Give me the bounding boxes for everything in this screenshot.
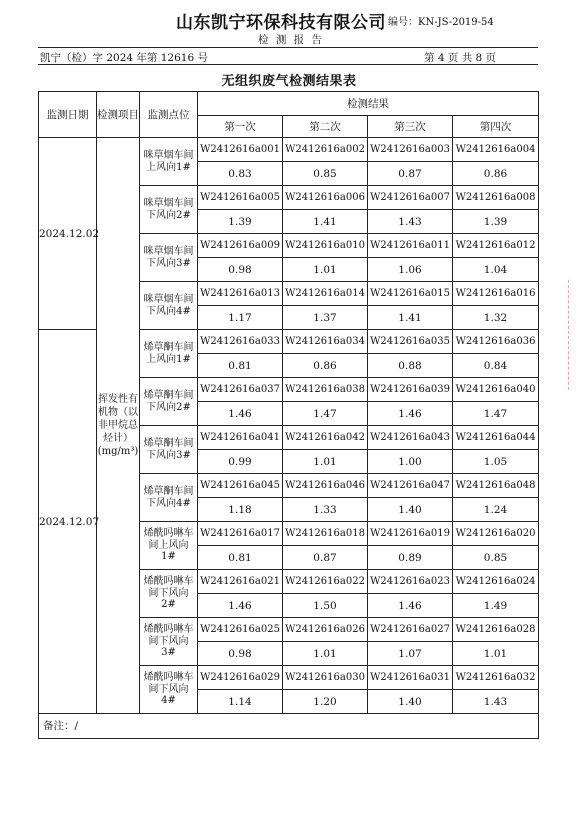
sample-code-cell: W2412616a043 bbox=[368, 426, 453, 450]
sample-code-cell: W2412616a014 bbox=[283, 282, 368, 306]
point-cell: 咪草烟车间上风向1# bbox=[140, 138, 198, 186]
header-date: 监测日期 bbox=[39, 92, 97, 138]
sample-code-cell: W2412616a033 bbox=[198, 330, 283, 354]
result-value-cell: 1.46 bbox=[198, 594, 283, 618]
result-value-cell: 0.85 bbox=[453, 546, 539, 570]
result-value-cell: 1.20 bbox=[283, 690, 368, 714]
page-info: 第 4 页 共 8 页 bbox=[424, 52, 497, 64]
sample-code-cell: W2412616a006 bbox=[283, 186, 368, 210]
result-value-cell: 1.47 bbox=[283, 402, 368, 426]
sample-code-cell: W2412616a021 bbox=[198, 570, 283, 594]
document-type: 检 测 报 告 bbox=[258, 34, 325, 46]
result-value-cell: 1.01 bbox=[453, 642, 539, 666]
result-value-cell: 0.99 bbox=[198, 450, 283, 474]
result-value-cell: 1.04 bbox=[453, 258, 539, 282]
point-cell: 烯酰吗啉车间下风向 3# bbox=[140, 618, 198, 666]
sample-code-cell: W2412616a001 bbox=[198, 138, 283, 162]
sample-code-cell: W2412616a044 bbox=[453, 426, 539, 450]
point-cell: 烯酰吗啉车间上风向 1# bbox=[140, 522, 198, 570]
sample-code-cell: W2412616a036 bbox=[453, 330, 539, 354]
sample-code-cell: W2412616a027 bbox=[368, 618, 453, 642]
result-value-cell: 0.81 bbox=[198, 354, 283, 378]
result-value-cell: 0.83 bbox=[198, 162, 283, 186]
sample-code-cell: W2412616a004 bbox=[453, 138, 539, 162]
date-cell: 2024.12.02 bbox=[39, 138, 97, 330]
result-value-cell: 1.00 bbox=[368, 450, 453, 474]
result-value-cell: 1.32 bbox=[453, 306, 539, 330]
result-value-cell: 0.81 bbox=[198, 546, 283, 570]
sample-code-cell: W2412616a039 bbox=[368, 378, 453, 402]
sample-code-cell: W2412616a012 bbox=[453, 234, 539, 258]
result-value-cell: 0.86 bbox=[453, 162, 539, 186]
result-value-cell: 1.46 bbox=[198, 402, 283, 426]
result-value-cell: 1.01 bbox=[283, 642, 368, 666]
result-value-cell: 1.18 bbox=[198, 498, 283, 522]
result-value-cell: 0.87 bbox=[368, 162, 453, 186]
result-value-cell: 1.33 bbox=[283, 498, 368, 522]
result-value-cell: 1.39 bbox=[198, 210, 283, 234]
header-divider bbox=[38, 47, 538, 48]
result-value-cell: 1.41 bbox=[283, 210, 368, 234]
result-value-cell: 1.39 bbox=[453, 210, 539, 234]
result-value-cell: 1.14 bbox=[198, 690, 283, 714]
sample-code-cell: W2412616a038 bbox=[283, 378, 368, 402]
sample-code-cell: W2412616a047 bbox=[368, 474, 453, 498]
sample-code-cell: W2412616a023 bbox=[368, 570, 453, 594]
result-value-cell: 1.40 bbox=[368, 690, 453, 714]
result-value-cell: 0.89 bbox=[368, 546, 453, 570]
result-value-cell: 0.98 bbox=[198, 258, 283, 282]
point-cell: 咪草烟车间下风向3# bbox=[140, 234, 198, 282]
sample-code-cell: W2412616a028 bbox=[453, 618, 539, 642]
sample-code-cell: W2412616a037 bbox=[198, 378, 283, 402]
header-run-1: 第一次 bbox=[198, 116, 283, 138]
result-value-cell: 1.46 bbox=[368, 402, 453, 426]
result-value-cell: 0.86 bbox=[283, 354, 368, 378]
result-value-cell: 1.40 bbox=[368, 498, 453, 522]
sample-code-cell: W2412616a019 bbox=[368, 522, 453, 546]
date-cell: 2024.12.07 bbox=[39, 330, 97, 714]
sample-code-cell: W2412616a008 bbox=[453, 186, 539, 210]
result-value-cell: 1.24 bbox=[453, 498, 539, 522]
sample-code-cell: W2412616a048 bbox=[453, 474, 539, 498]
result-value-cell: 1.01 bbox=[283, 450, 368, 474]
sample-code-cell: W2412616a029 bbox=[198, 666, 283, 690]
sample-code-cell: W2412616a015 bbox=[368, 282, 453, 306]
sample-code-cell: W2412616a030 bbox=[283, 666, 368, 690]
remarks: 备注：/ bbox=[39, 714, 539, 739]
sample-code-cell: W2412616a003 bbox=[368, 138, 453, 162]
subheader-divider bbox=[38, 64, 538, 65]
point-cell: 烯草酮车间上风向1# bbox=[140, 330, 198, 378]
sample-code-cell: W2412616a009 bbox=[198, 234, 283, 258]
results-table bbox=[38, 91, 539, 739]
sample-code-cell: W2412616a007 bbox=[368, 186, 453, 210]
sample-code-cell: W2412616a041 bbox=[198, 426, 283, 450]
header-run-3: 第三次 bbox=[368, 116, 453, 138]
company-name: 山东凯宁环保科技有限公司 bbox=[176, 13, 386, 33]
sample-code-cell: W2412616a013 bbox=[198, 282, 283, 306]
sample-code-cell: W2412616a010 bbox=[283, 234, 368, 258]
document-number: 编号：KN-JS-2019-54 bbox=[388, 17, 494, 28]
item-cell: 挥发性有机物（以非甲烷总烃计）(mg/m³) bbox=[97, 138, 140, 714]
result-value-cell: 1.50 bbox=[283, 594, 368, 618]
sample-code-cell: W2412616a026 bbox=[283, 618, 368, 642]
point-cell: 烯酰吗啉车间下风向 2# bbox=[140, 570, 198, 618]
result-value-cell: 1.07 bbox=[368, 642, 453, 666]
sample-code-cell: W2412616a042 bbox=[283, 426, 368, 450]
result-value-cell: 0.87 bbox=[283, 546, 368, 570]
result-value-cell: 1.37 bbox=[283, 306, 368, 330]
table-title: 无组织废气检测结果表 bbox=[221, 74, 357, 89]
sample-code-cell: W2412616a018 bbox=[283, 522, 368, 546]
report-reference: 凯宁（检）字 2024 年第 12616 号 bbox=[40, 52, 208, 64]
sample-code-cell: W2412616a031 bbox=[368, 666, 453, 690]
result-value-cell: 1.49 bbox=[453, 594, 539, 618]
result-value-cell: 0.84 bbox=[453, 354, 539, 378]
result-value-cell: 1.47 bbox=[453, 402, 539, 426]
result-value-cell: 1.43 bbox=[453, 690, 539, 714]
result-value-cell: 0.88 bbox=[368, 354, 453, 378]
result-value-cell: 1.01 bbox=[283, 258, 368, 282]
sample-code-cell: W2412616a025 bbox=[198, 618, 283, 642]
sample-code-cell: W2412616a016 bbox=[453, 282, 539, 306]
result-value-cell: 0.98 bbox=[198, 642, 283, 666]
sample-code-cell: W2412616a045 bbox=[198, 474, 283, 498]
seal-edge bbox=[568, 280, 577, 390]
result-value-cell: 1.46 bbox=[368, 594, 453, 618]
point-cell: 咪草烟车间下风向2# bbox=[140, 186, 198, 234]
sample-code-cell: W2412616a017 bbox=[198, 522, 283, 546]
sample-code-cell: W2412616a011 bbox=[368, 234, 453, 258]
header-run-2: 第二次 bbox=[283, 116, 368, 138]
sample-code-cell: W2412616a020 bbox=[453, 522, 539, 546]
header-results: 检测结果 bbox=[198, 92, 539, 116]
result-value-cell: 1.05 bbox=[453, 450, 539, 474]
result-value-cell: 0.85 bbox=[283, 162, 368, 186]
point-cell: 烯草酮车间下风向3# bbox=[140, 426, 198, 474]
result-value-cell: 1.41 bbox=[368, 306, 453, 330]
sample-code-cell: W2412616a040 bbox=[453, 378, 539, 402]
header-run-4: 第四次 bbox=[453, 116, 539, 138]
sample-code-cell: W2412616a022 bbox=[283, 570, 368, 594]
sample-code-cell: W2412616a046 bbox=[283, 474, 368, 498]
results-body bbox=[39, 138, 539, 714]
point-cell: 烯酰吗啉车间下风向 4# bbox=[140, 666, 198, 714]
point-cell: 咪草烟车间下风向4# bbox=[140, 282, 198, 330]
header-point: 监测点位 bbox=[140, 92, 198, 138]
point-cell: 烯草酮车间下风向4# bbox=[140, 474, 198, 522]
sample-code-cell: W2412616a032 bbox=[453, 666, 539, 690]
result-value-cell: 1.17 bbox=[198, 306, 283, 330]
sample-code-cell: W2412616a002 bbox=[283, 138, 368, 162]
sample-code-cell: W2412616a034 bbox=[283, 330, 368, 354]
sample-code-cell: W2412616a005 bbox=[198, 186, 283, 210]
sample-code-cell: W2412616a035 bbox=[368, 330, 453, 354]
sample-code-cell: W2412616a024 bbox=[453, 570, 539, 594]
header-item: 检测项目 bbox=[97, 92, 140, 138]
code-row bbox=[39, 138, 539, 162]
result-value-cell: 1.06 bbox=[368, 258, 453, 282]
result-value-cell: 1.43 bbox=[368, 210, 453, 234]
point-cell: 烯草酮车间下风向2# bbox=[140, 378, 198, 426]
